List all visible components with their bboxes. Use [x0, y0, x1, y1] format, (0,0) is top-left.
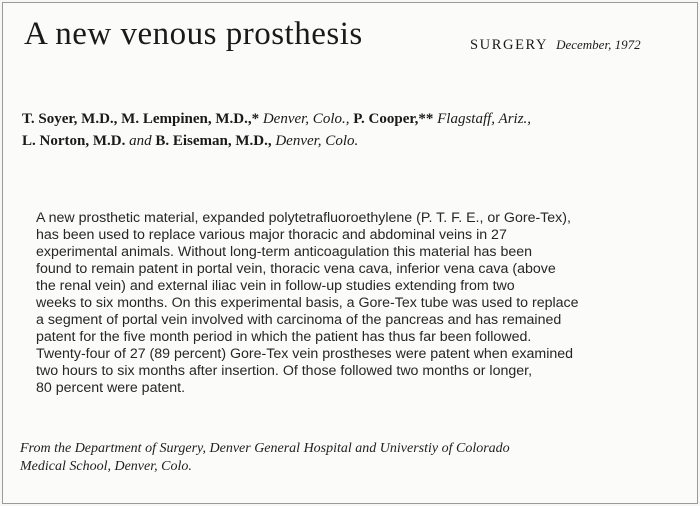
- abstract-line: has been used to replace various major thoracic and abdominal veins in 27: [36, 227, 507, 243]
- author-conjunction: and: [129, 133, 152, 149]
- abstract-line: the renal vein) and external iliac vein in follow-up studies extending from two: [36, 278, 515, 294]
- abstract-line: 80 percent were patent.: [36, 380, 186, 396]
- author-list: [22, 108, 531, 152]
- abstract-line: patent for the five month period in which the patient has thus far been followed.: [36, 329, 532, 345]
- abstract-line: experimental animals. Without long-term anticoagulation this material has been: [36, 244, 533, 260]
- author-line-1: [22, 108, 531, 130]
- author-names-4: B. Eiseman, M.D.,: [155, 133, 272, 149]
- abstract-line: a segment of portal vein involved with carcinoma of the pancreas and has remained: [36, 312, 562, 328]
- abstract-line: found to remain patent in portal vein, thoracic vena cava, inferior vena cava (above: [36, 261, 556, 277]
- author-names-3: L. Norton, M.D.: [22, 133, 126, 149]
- abstract-line: weeks to six months. On this experimental basis, a Gore-Tex tube was used to replace: [36, 295, 579, 311]
- author-names-1: T. Soyer, M.D., M. Lempinen, M.D.,*: [22, 111, 260, 127]
- author-location-2: Flagstaff, Ariz.,: [437, 111, 532, 127]
- article-title: A new venous prosthesis: [24, 16, 363, 52]
- author-location-1: Denver, Colo.,: [262, 111, 350, 127]
- abstract-line: A new prosthetic material, expanded polytetrafluoroethylene (P. T. F. E., or Gore-Tex),: [36, 210, 571, 226]
- affiliation-line: From the Department of Surgery, Denver General Hospital and Universtiy of Colorado: [20, 441, 510, 456]
- journal-citation: [470, 36, 641, 54]
- journal-date: December, 1972: [556, 37, 641, 52]
- abstract-line: two hours to six months after insertion. Of those followed two months or longer,: [36, 363, 533, 379]
- abstract: [36, 210, 696, 397]
- affiliation-line: Medical School, Denver, Colo.: [20, 459, 192, 474]
- journal-name: SURGERY: [470, 37, 549, 53]
- author-line-2: [22, 130, 531, 152]
- affiliation-footnote: [20, 440, 510, 476]
- abstract-line: Twenty-four of 27 (89 percent) Gore-Tex vein prostheses were patent when examined: [36, 346, 574, 362]
- author-location-3: Denver, Colo.: [275, 133, 359, 149]
- author-names-2: P. Cooper,**: [353, 111, 434, 127]
